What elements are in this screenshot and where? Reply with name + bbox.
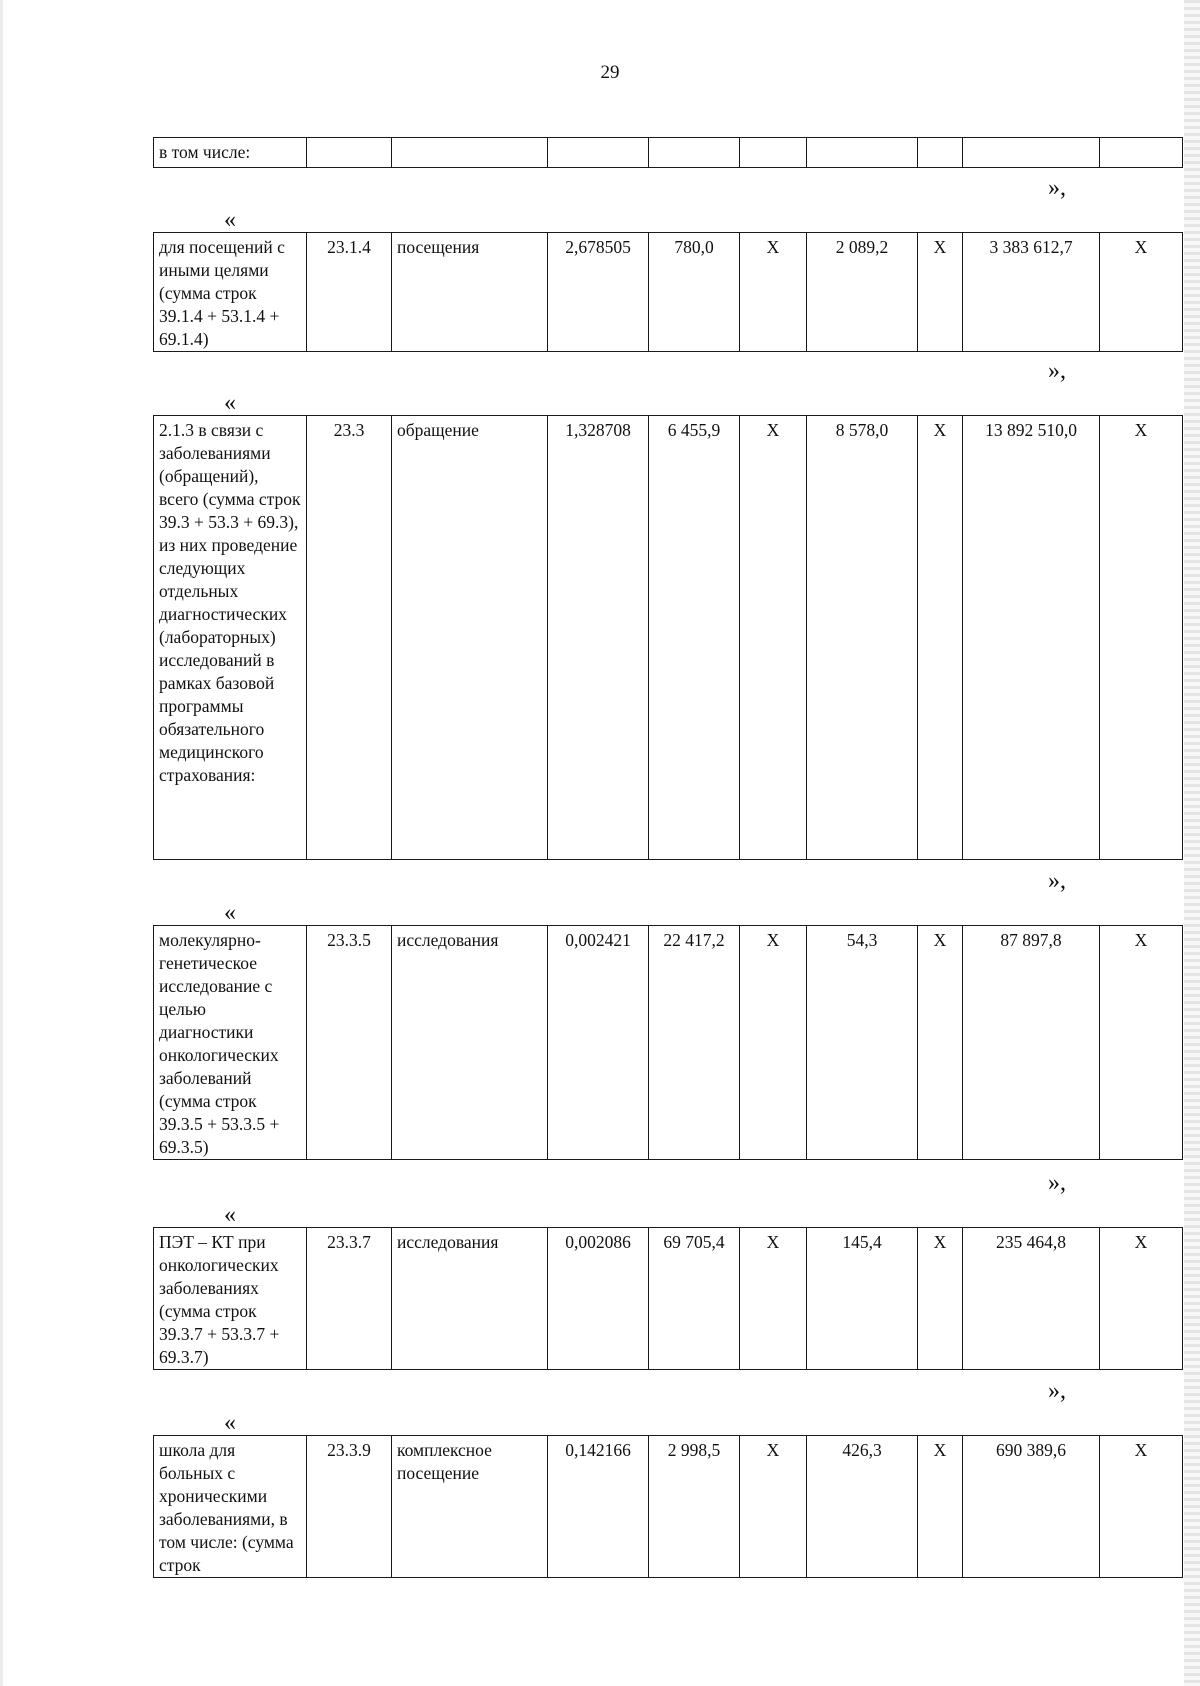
table-row [154,1228,1183,1370]
opening-quote: « [224,1410,236,1436]
cell-unit: исследования [392,1228,548,1370]
table-block-5 [153,1435,1183,1578]
cell-name: молекулярно-генетическое исследование с целью диагностики онкологических заболеваний (сумма строк 39.3.5 + 53.3.5 + 69.3.5) [154,926,307,1160]
cell-x3: X [1100,1228,1183,1370]
closing-quote: », [1048,1170,1066,1196]
opening-quote: « [224,900,236,926]
cell-x3: X [1100,926,1183,1160]
cell-norm: 1,328708 [548,416,649,860]
table-block-4 [153,1227,1183,1370]
cell-per-capita: 426,3 [807,1436,918,1578]
cell-norm: 0,142166 [548,1436,649,1578]
cell-total: 3 383 612,7 [963,233,1100,352]
cell-x3: X [1100,416,1183,860]
cell-norm: 2,678505 [548,233,649,352]
cell-unit: посещения [392,233,548,352]
cell-code: 23.3.9 [307,1436,392,1578]
table-block-0 [153,137,1183,168]
cell-unit: комплексное посещение [392,1436,548,1578]
cell-unit: исследования [392,926,548,1160]
cell-code: 23.3 [307,416,392,860]
table-row [154,233,1183,352]
cell-unit: обращение [392,416,548,860]
table-block-1 [153,232,1183,352]
cell-cost: 6 455,9 [649,416,740,860]
cell-x2: X [918,416,963,860]
cell-cost: 69 705,4 [649,1228,740,1370]
cell-name: ПЭТ – КТ при онкологических заболеваниях (сумма строк 39.3.7 + 53.3.7 + 69.3.7) [154,1228,307,1370]
table-block-3 [153,925,1183,1160]
cell-x1: X [740,1436,807,1578]
cell-code [307,138,392,168]
opening-quote: « [224,1202,236,1228]
cell-name: для посещений с иными целями (сумма строк 39.1.4 + 53.1.4 + 69.1.4) [154,233,307,352]
cell-cost: 2 998,5 [649,1436,740,1578]
cell-x2: X [918,1228,963,1370]
cell-x2 [918,138,963,168]
cell-cost: 780,0 [649,233,740,352]
cell-norm [548,138,649,168]
cell-total: 13 892 510,0 [963,416,1100,860]
cell-code: 23.3.5 [307,926,392,1160]
table-row [154,416,1183,860]
cell-x2: X [918,926,963,1160]
cell-per-capita [807,138,918,168]
closing-quote: », [1048,175,1066,201]
cell-x1: X [740,233,807,352]
scan-right-edge [1184,0,1200,1686]
cell-name: в том числе: [154,138,307,168]
cell-total: 235 464,8 [963,1228,1100,1370]
cell-x3: X [1100,233,1183,352]
closing-quote: », [1048,868,1066,894]
cell-per-capita: 145,4 [807,1228,918,1370]
cell-per-capita: 8 578,0 [807,416,918,860]
cell-x2: X [918,233,963,352]
opening-quote: « [224,390,236,416]
cell-per-capita: 2 089,2 [807,233,918,352]
cell-norm: 0,002086 [548,1228,649,1370]
cell-name: 2.1.3 в связи с заболеваниями (обращений), всего (сумма строк 39.3 + 53.3 + 69.3), из них проведение следующих отдельных диагностических (лабораторных) исследований в рамках базовой программы обязательного медицинского страхования: [154,416,307,860]
cell-total: 690 389,6 [963,1436,1100,1578]
table-row [154,138,1183,168]
cell-norm: 0,002421 [548,926,649,1160]
cell-total: 87 897,8 [963,926,1100,1160]
table-block-2 [153,415,1183,860]
opening-quote: « [224,207,236,233]
cell-unit [392,138,548,168]
closing-quote: », [1048,1378,1066,1404]
cell-x1: X [740,1228,807,1370]
table-row [154,1436,1183,1578]
cell-x3: X [1100,1436,1183,1578]
cell-cost [649,138,740,168]
cell-x1: X [740,416,807,860]
cell-cost: 22 417,2 [649,926,740,1160]
page-number: 29 [600,62,620,83]
cell-name: школа для больных с хроническими заболеваниями, в том числе: (сумма строк [154,1436,307,1578]
closing-quote: », [1048,358,1066,384]
cell-x2: X [918,1436,963,1578]
cell-x1: X [740,926,807,1160]
table-row [154,926,1183,1160]
cell-code: 23.3.7 [307,1228,392,1370]
scan-left-edge [0,0,3,1686]
cell-x3 [1100,138,1183,168]
cell-total [963,138,1100,168]
cell-code: 23.1.4 [307,233,392,352]
cell-x1 [740,138,807,168]
cell-per-capita: 54,3 [807,926,918,1160]
